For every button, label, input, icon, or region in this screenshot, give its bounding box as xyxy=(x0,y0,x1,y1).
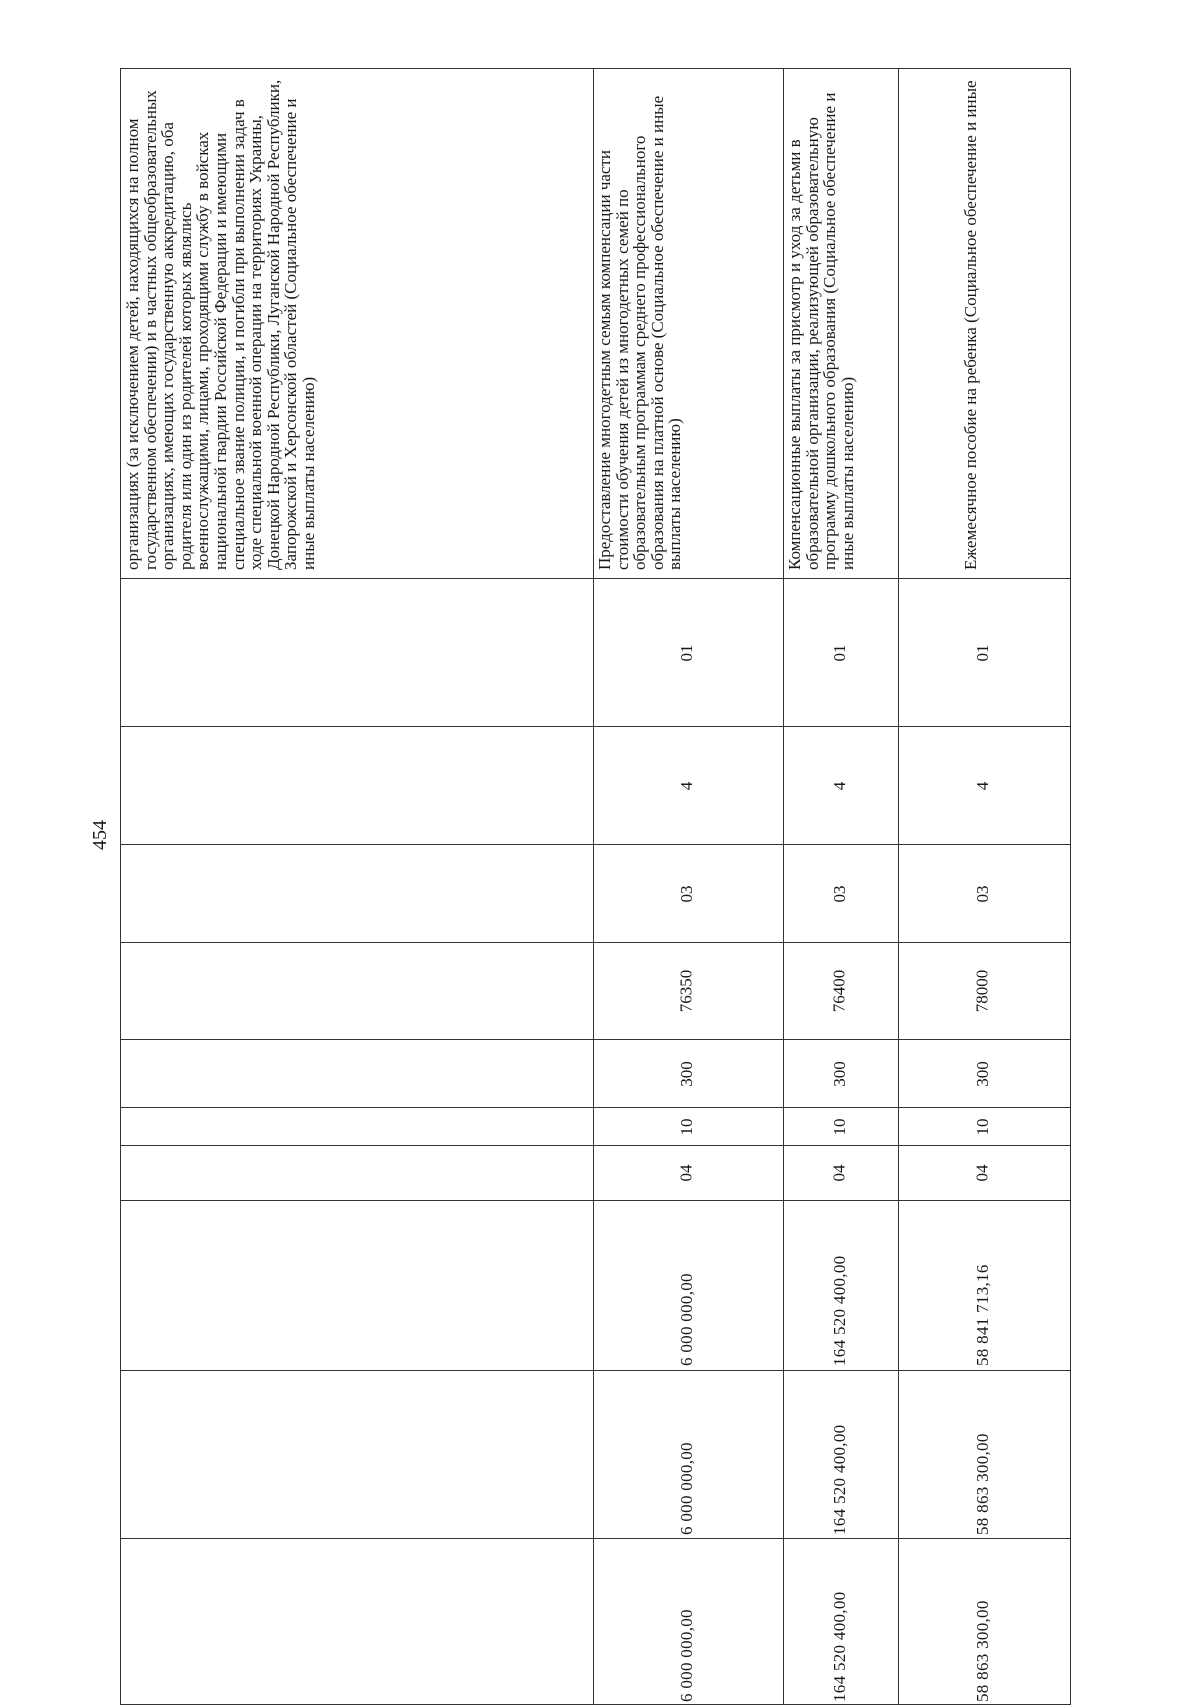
row-4-expense-type: 300 xyxy=(973,1061,992,1087)
table-cell-amount-1-row-3 xyxy=(784,1201,899,1371)
table-cell-description-row-4 xyxy=(899,69,1071,579)
row-4-amount-3: 58 863 300,00 xyxy=(973,1600,992,1702)
section-band xyxy=(121,1108,1071,1146)
row-3-subsection: 04 xyxy=(829,1164,849,1182)
table-cell-subsection-row-1 xyxy=(121,1146,594,1201)
budget-table xyxy=(120,68,1071,1705)
table-cell-subprogram-row-4 xyxy=(899,727,1071,845)
row-3-direction: 76400 xyxy=(829,969,849,1013)
table-cell-section-row-2 xyxy=(594,1108,784,1146)
table-cell-subprogram-row-2 xyxy=(594,727,784,845)
table-cell-amount-3-row-2 xyxy=(594,1539,784,1705)
table-cell-main-event-row-1 xyxy=(121,845,594,943)
table-cell-direction-row-1 xyxy=(121,943,594,1040)
table-cell-amount-1-row-1 xyxy=(121,1201,594,1371)
table-cell-program-row-2 xyxy=(594,579,784,727)
table-cell-program-row-3 xyxy=(784,579,899,727)
table-cell-expense-type-row-4 xyxy=(899,1040,1071,1108)
table-cell-direction-row-4 xyxy=(899,943,1071,1040)
subprogram-band xyxy=(121,727,1071,845)
row-3-description: Компенсационные выплаты за присмотр и уход за детьми в образовательной организации, реализующей образовательную программу дошкольного образования (Социальное обеспечение и иные выплаты населению) xyxy=(785,92,857,570)
row-4-description: Ежемесячное пособие на ребенка (Социальное обеспечение и иные xyxy=(961,80,980,570)
row-4-amount-1: 58 841 713,16 xyxy=(973,1264,992,1366)
row-2-expense-type: 300 xyxy=(677,1061,696,1087)
row-2-subprogram: 4 xyxy=(677,781,696,791)
row-4-section: 10 xyxy=(973,1118,992,1136)
row-2-description: Предоставление многодетным семьям компенсации части стоимости обучения детей из многодетных семей по образовательным программам среднего профессионального образования на платной основе (Социальное обеспечение и иные выплаты населению) xyxy=(595,95,685,570)
table-cell-amount-2-row-2 xyxy=(594,1371,784,1539)
page-number: 454 xyxy=(89,820,111,850)
table-cell-main-event-row-2 xyxy=(594,845,784,943)
row-2-section: 10 xyxy=(677,1118,696,1136)
row-3-amount-2: 164 520 400,00 xyxy=(830,1424,849,1535)
main-event-band xyxy=(121,845,1071,943)
table-cell-section-row-1 xyxy=(121,1108,594,1146)
table-cell-program-row-4 xyxy=(899,579,1071,727)
row-2-subsection: 04 xyxy=(676,1164,696,1182)
row-3-amount-1: 164 520 400,00 xyxy=(830,1255,849,1366)
row-3-amount-3: 164 520 400,00 xyxy=(830,1591,849,1702)
table-cell-section-row-3 xyxy=(784,1108,899,1146)
table-cell-amount-2-row-1 xyxy=(121,1371,594,1539)
row-2-amount-2: 6 000 000,00 xyxy=(677,1442,696,1535)
row-4-direction: 78000 xyxy=(972,969,992,1013)
table-cell-amount-3-row-4 xyxy=(899,1539,1071,1705)
program-band xyxy=(121,579,1071,727)
table-cell-direction-row-3 xyxy=(784,943,899,1040)
row-4-program: 01 xyxy=(973,644,992,662)
row-3-program: 01 xyxy=(830,644,849,662)
table-cell-subsection-row-4 xyxy=(899,1146,1071,1201)
table-cell-description-row-1 xyxy=(121,69,594,579)
table-cell-expense-type-row-1 xyxy=(121,1040,594,1108)
table-cell-amount-3-row-3 xyxy=(784,1539,899,1705)
table-cell-description-row-3 xyxy=(784,69,899,579)
row-2-direction: 76350 xyxy=(676,969,696,1013)
row-3-subprogram: 4 xyxy=(830,781,849,791)
row-4-main-event: 03 xyxy=(973,885,992,903)
row-4-subprogram: 4 xyxy=(973,781,992,791)
table-cell-amount-1-row-4 xyxy=(899,1201,1071,1371)
table-cell-main-event-row-3 xyxy=(784,845,899,943)
table-cell-subprogram-row-3 xyxy=(784,727,899,845)
table-cell-program-row-1 xyxy=(121,579,594,727)
subsection-band xyxy=(121,1146,1071,1201)
amount-2-band xyxy=(121,1371,1071,1539)
table-cell-subsection-row-2 xyxy=(594,1146,784,1201)
row-4-amount-2: 58 863 300,00 xyxy=(973,1433,992,1535)
description-band xyxy=(121,69,1071,579)
table-cell-subprogram-row-1 xyxy=(121,727,594,845)
table-cell-direction-row-2 xyxy=(594,943,784,1040)
table-cell-section-row-4 xyxy=(899,1108,1071,1146)
expense-type-band xyxy=(121,1040,1071,1108)
amount-3-band xyxy=(121,1539,1071,1705)
row-4-subsection: 04 xyxy=(972,1164,992,1182)
row-3-expense-type: 300 xyxy=(830,1061,849,1087)
row-3-main-event: 03 xyxy=(830,885,849,903)
table-cell-subsection-row-3 xyxy=(784,1146,899,1201)
table-cell-amount-2-row-4 xyxy=(899,1371,1071,1539)
row-2-main-event: 03 xyxy=(677,885,696,903)
amount-1-band xyxy=(121,1201,1071,1371)
table-cell-expense-type-row-3 xyxy=(784,1040,899,1108)
row-3-section: 10 xyxy=(830,1118,849,1136)
table-cell-description-row-2 xyxy=(594,69,784,579)
row-2-amount-3: 6 000 000,00 xyxy=(677,1609,696,1702)
row-2-amount-1: 6 000 000,00 xyxy=(677,1273,696,1366)
table-cell-amount-3-row-1 xyxy=(121,1539,594,1705)
row-2-program: 01 xyxy=(677,644,696,662)
table-cell-expense-type-row-2 xyxy=(594,1040,784,1108)
table-cell-main-event-row-4 xyxy=(899,845,1071,943)
direction-band xyxy=(121,943,1071,1040)
table-cell-amount-1-row-2 xyxy=(594,1201,784,1371)
row-1-description: организациях (за исключением детей, находящихся на полном государственном обеспечении) и в частных общеобразовательных организациях, имеющих государственную аккредитацию, оба родителя или один из родителей которых являлись военнослужащими, лицами, проходящими службу в войсках национальной гвардии Российской Федерации и имеющими специальное звание полиции, и погибли при выполнении задач в ходе специальной военной операции на территориях Украины, Донецкой Народной Республики, Луганской Народной Республики, Запорожской и Херсонской областей (Социальное обеспечение и иные выплаты населению) xyxy=(123,79,318,570)
table-cell-amount-2-row-3 xyxy=(784,1371,899,1539)
